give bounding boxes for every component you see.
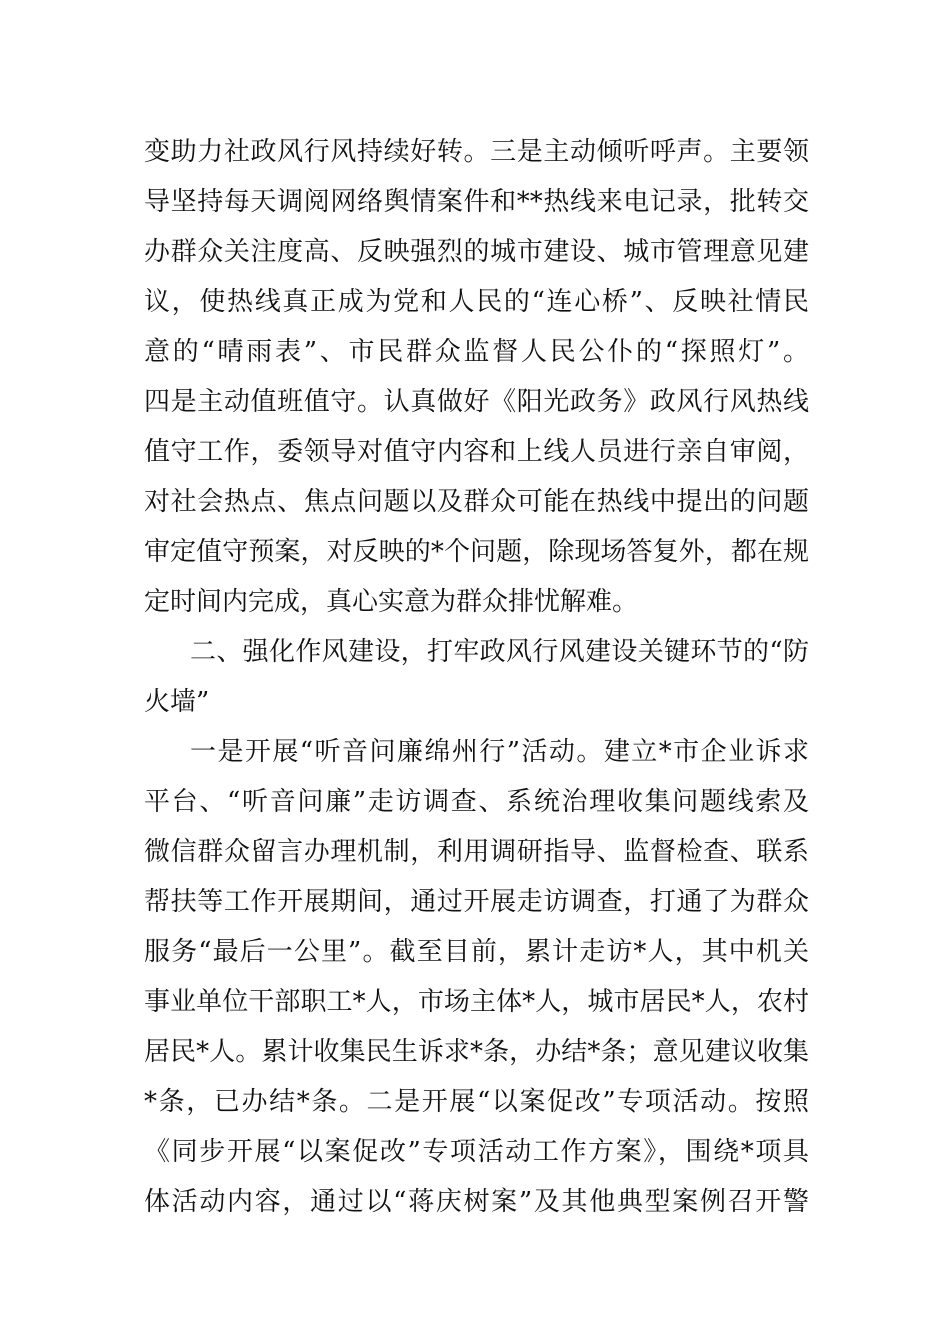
text-line: 平台、“听音问廉”走访调查、系统治理收集问题线索及 (144, 787, 809, 817)
text-line: 居民*人。累计收集民生诉求*条，办结*条；意见建议收集 (144, 1037, 809, 1067)
text-line: 一是开展“听音问廉绵州行”活动。建立*市企业诉求 (190, 737, 809, 767)
text-line: 审定值守预案，对反映的*个问题，除现场答复外，都在规 (144, 537, 809, 567)
text-line: 《同步开展“以案促改”专项活动工作方案》，围绕*项具 (144, 1137, 809, 1167)
section-heading-line: 二、强化作风建设，打牢政风行风建设关键环节的“防 (190, 637, 809, 667)
text-line: 帮扶等工作开展期间，通过开展走访调查，打通了为群众 (144, 887, 809, 917)
text-line: 办群众关注度高、反映强烈的城市建设、城市管理意见建 (144, 237, 809, 267)
text-line: 意的“晴雨表”、市民群众监督人民公仆的“探照灯”。 (144, 337, 809, 367)
text-line: 对社会热点、焦点问题以及群众可能在热线中提出的问题 (144, 487, 809, 517)
text-line: 议，使热线真正成为党和人民的“连心桥”、反映社情民 (144, 287, 809, 317)
text-line: *条，已办结*条。二是开展“以案促改”专项活动。按照 (144, 1087, 809, 1117)
text-line: 四是主动值班值守。认真做好《阳光政务》政风行风热线 (144, 387, 809, 417)
text-line: 事业单位干部职工*人，市场主体*人，城市居民*人，农村 (144, 987, 809, 1017)
text-line: 体活动内容，通过以“蒋庆树案”及其他典型案例召开警 (144, 1187, 809, 1217)
text-line: 定时间内完成，真心实意为群众排忧解难。 (144, 587, 639, 617)
text-line: 变助力社政风行风持续好转。三是主动倾听呼声。主要领 (144, 137, 809, 167)
section-heading-line: 火墙” (144, 687, 210, 717)
text-line: 值守工作，委领导对值守内容和上线人员进行亲自审阅， (144, 437, 809, 467)
text-line: 导坚持每天调阅网络舆情案件和**热线来电记录，批转交 (144, 187, 809, 217)
text-line: 服务“最后一公里”。截至目前，累计走访*人，其中机关 (144, 937, 809, 967)
text-line: 微信群众留言办理机制，利用调研指导、监督检查、联系 (144, 837, 809, 867)
